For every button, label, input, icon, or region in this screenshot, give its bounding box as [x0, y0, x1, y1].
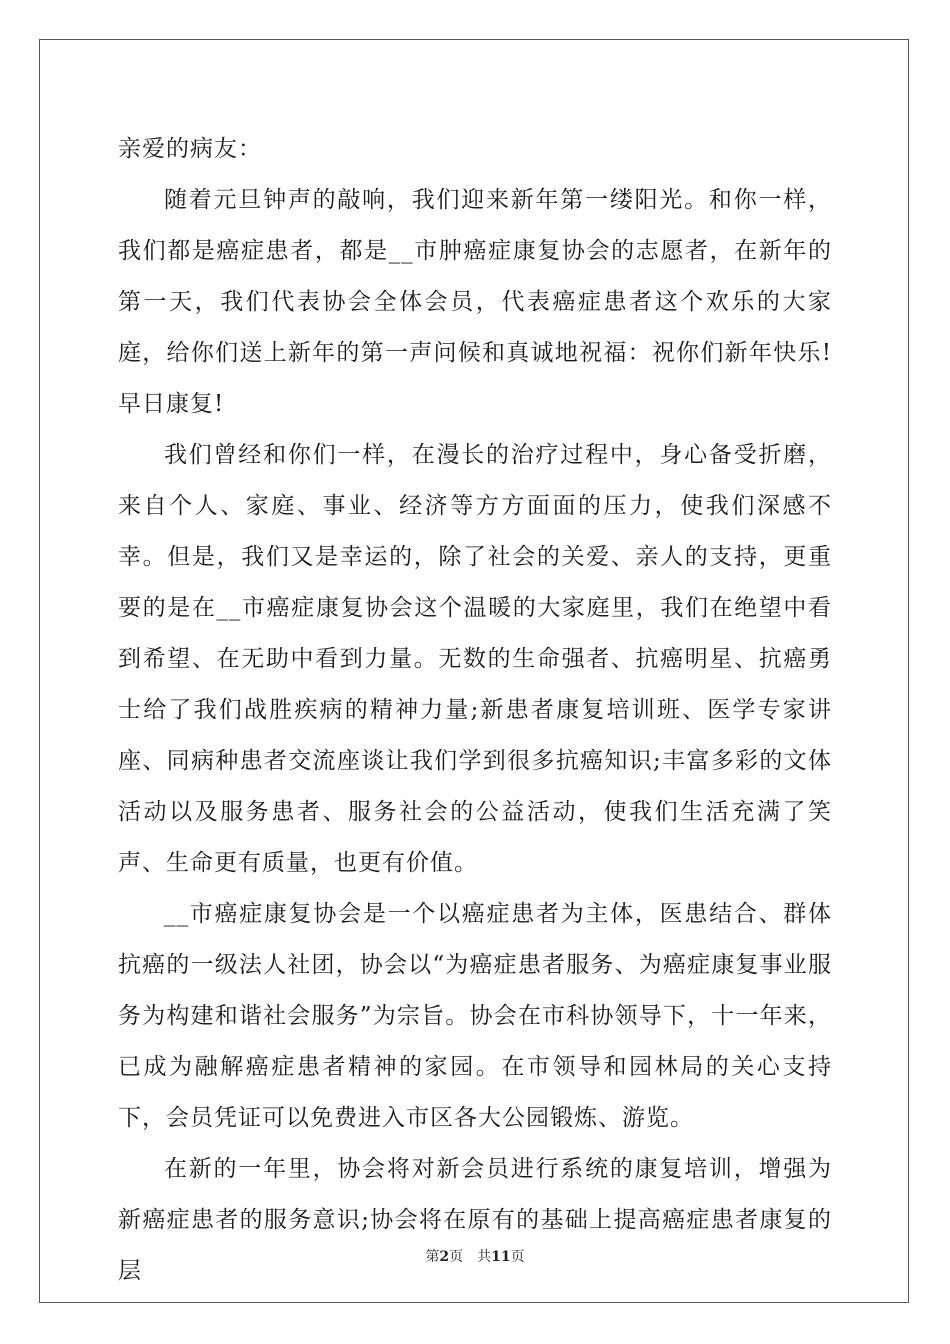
- paragraph-4: 在新的一年里，协会将对新会员进行系统的康复培训，增强为新癌症患者的服务意识;协会将在原有的基础上提高癌症患者康复的层: [118, 1156, 832, 1284]
- page-footer: [0, 1246, 950, 1266]
- page-unit: 页: [449, 1249, 464, 1265]
- page-total: 11: [491, 1249, 511, 1265]
- paragraph-2: 我们曾经和你们一样，在漫长的治疗过程中，身心备受折磨，来自个人、家庭、事业、经济等方方面面的压力，使我们深感不幸。但是，我们又是幸运的，除了社会的关爱、亲人的支持，更重要的是在__市癌症康复协会这个温暖的大家庭里，我们在绝望中看到希望、在无助中看到力量。无数的生命强者、抗癌明星、抗癌勇士给了我们战胜疾病的精神力量;新患者康复培训班、医学专家讲座、同病种患者交流座谈让我们学到很多抗癌知识;丰富多彩的文体活动以及服务患者、服务社会的公益活动，使我们生活充满了笑声、生命更有质量，也更有价值。: [118, 442, 832, 876]
- paragraph-3: __市癌症康复协会是一个以癌症患者为主体，医患结合、群体抗癌的一级法人社团，协会以“为癌症患者服务、为癌症康复事业服务为构建和谐社会服务”为宗旨。协会在市科协领导下，十一年来，已成为融解癌症患者精神的家园。在市领导和园林局的关心支持下，会员凭证可以免费进入市区各大公园锻炼、游览。: [118, 901, 832, 1131]
- total-unit: 页: [510, 1249, 525, 1265]
- page-number: 2: [439, 1249, 450, 1265]
- paragraph-1: 随着元旦钟声的敲响，我们迎来新年第一缕阳光。和你一样，我们都是癌症患者，都是__市肿癌症康复协会的志愿者，在新年的第一天，我们代表协会全体会员，代表癌症患者这个欢乐的大家庭，给你们送上新年的第一声问候和真诚地祝福：祝你们新年快乐!早日康复!: [118, 187, 832, 417]
- page-prefix: 第: [425, 1249, 440, 1265]
- total-prefix: 共: [477, 1249, 492, 1265]
- salutation: 亲爱的病友：: [118, 136, 262, 162]
- letter-body: [118, 124, 832, 1297]
